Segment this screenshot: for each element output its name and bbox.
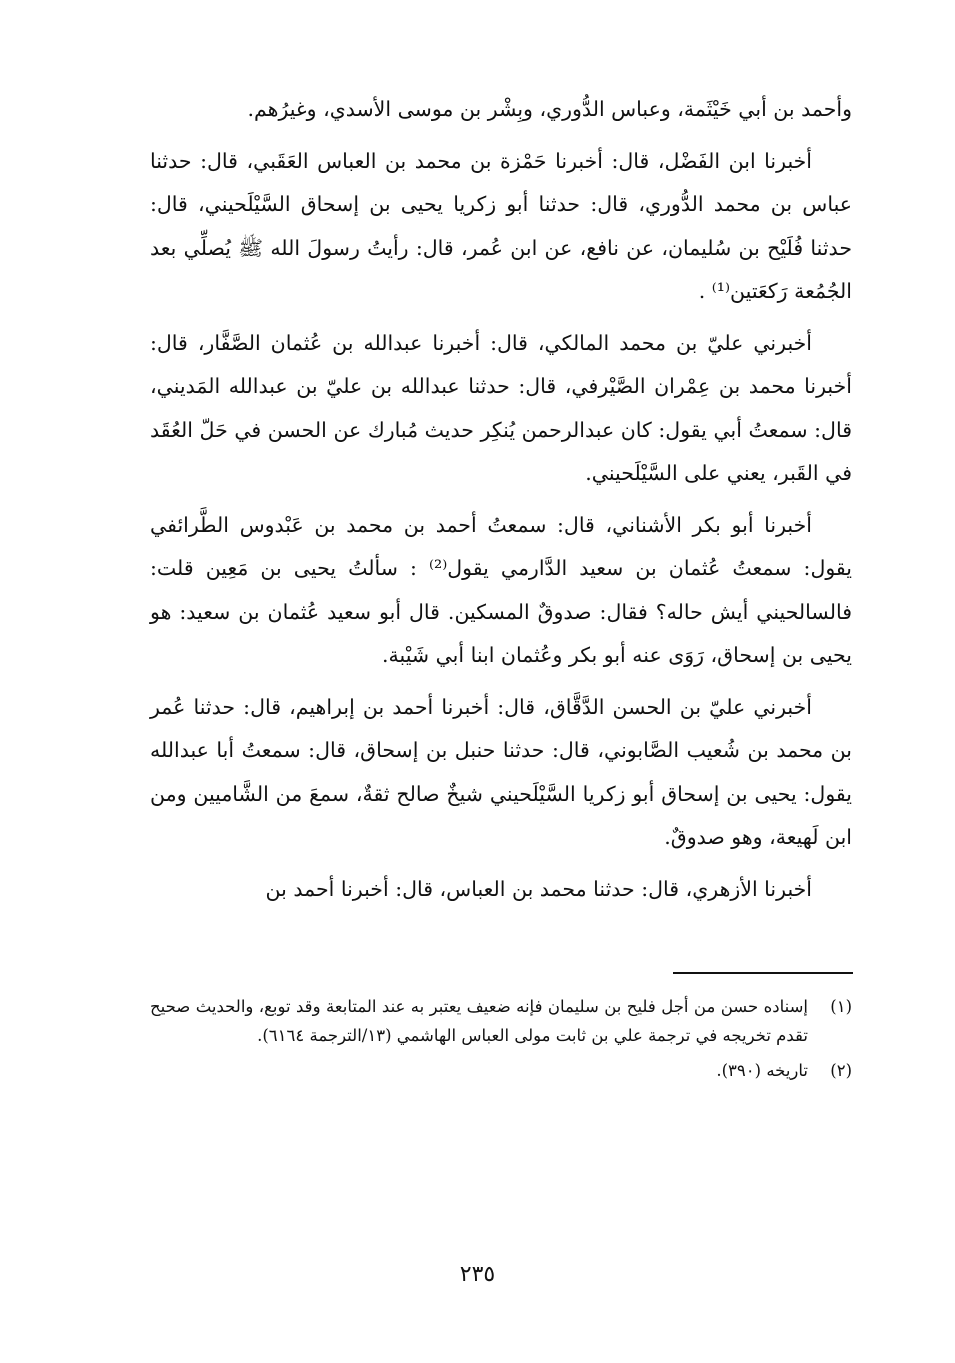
footnote-text: تاريخه (٣٩٠). — [716, 1061, 808, 1080]
paragraph-hadith-ibn-umar: أخبرنا ابن الفَضْل، قال: أخبرنا حَمْزة بن محمد بن العباس العَقَبي، قال: حدثنا عباس بن محمد الدُّوري، قال: حدثنا أبو زكريا يحيى بن إسحاق السَّيْلَحيني، قال: حدثنا فُلَيْح بن سُليمان، عن نافع، عن ابن عُمر، قال: رأيتُ رسولَ الله ﷺ يُصلِّي بعد الجُمُعة رَكعَتين⁽¹⁾ . — [150, 148, 852, 303]
footnote-number: (١) — [830, 997, 852, 1016]
footnote-number: (٢) — [830, 1061, 852, 1080]
footnotes — [150, 992, 852, 1085]
footnote-separator — [673, 972, 853, 974]
page-number: ٢٣٥ — [459, 1262, 496, 1287]
paragraph-al-daqqaq: أخبرني عليّ بن الحسن الدَّقَّاق، قال: أخبرنا أحمد بن إبراهيم، قال: حدثنا عُمر بن محمد بن شُعيب الصَّابوني، قال: حدثنا حنبل بن إسحاق، قال: سمعتُ أبا عبدالله يقول: يحيى بن إسحاق أبو زكريا السَّيْلَحيني شيخٌ صالح ثقةٌ، سمعَ من الشَّاميين ومن ابن لَهيعة، وهو صدوقٌ. — [150, 694, 852, 849]
footnote — [150, 1056, 852, 1085]
paragraph-continuation: وأحمد بن أبي خَيْثَمة، وعباس الدُّوري، وبِشْر بن موسى الأسدي، وغيرُهم. — [247, 97, 852, 121]
footnote-text: إسناده حسن من أجل فليح بن سليمان فإنه ضعيف يعتبر به عند المتابعة وقد توبع، والحديث صحيح تقدم تخريجه في ترجمة علي بن ثابت مولى العباس الهاشمي (١٣/الترجمة ٦١٦٤). — [150, 997, 808, 1045]
paragraph-al-azhari: أخبرنا الأزهري، قال: حدثنا محمد بن العباس، قال: أخبرنا أحمد بن — [265, 876, 812, 901]
footnote — [150, 992, 852, 1050]
paragraph-ali-al-maliki: أخبرني عليّ بن محمد المالكي، قال: أخبرنا عبدالله بن عُثمان الصَّفَّار، قال: أخبرنا محمد بن عِمْران الصَّيْرفي، قال: حدثنا عبدالله بن عليّ بن عبدالله المَديني، قال: سمعتُ أبي يقول: كان عبدالرحمن يُنكِر حديث مُبارك عن الحسن في حَلّ العُقَد في القَبر، يعني على السَّيْلَحيني. — [150, 330, 852, 485]
paragraph-al-ashnani: أخبرنا أبو بكر الأشناني، قال: سمعتُ أحمد بن محمد بن عَبْدوس الطَّرائفي يقول: سمعتُ عُثمان بن سعيد الدَّارمي يقول⁽²⁾ : سألتُ يحيى بن مَعِين قلت: فالسالحيني أيش حاله؟ فقال: صدوقٌ المسكين. قال أبو سعيد عُثمان بن سعيد: هو يحيى بن إسحاق، رَوَى عنه أبو بكر وعُثمان ابنا أبي شَيْبة. — [150, 512, 852, 667]
main-text — [150, 88, 852, 911]
